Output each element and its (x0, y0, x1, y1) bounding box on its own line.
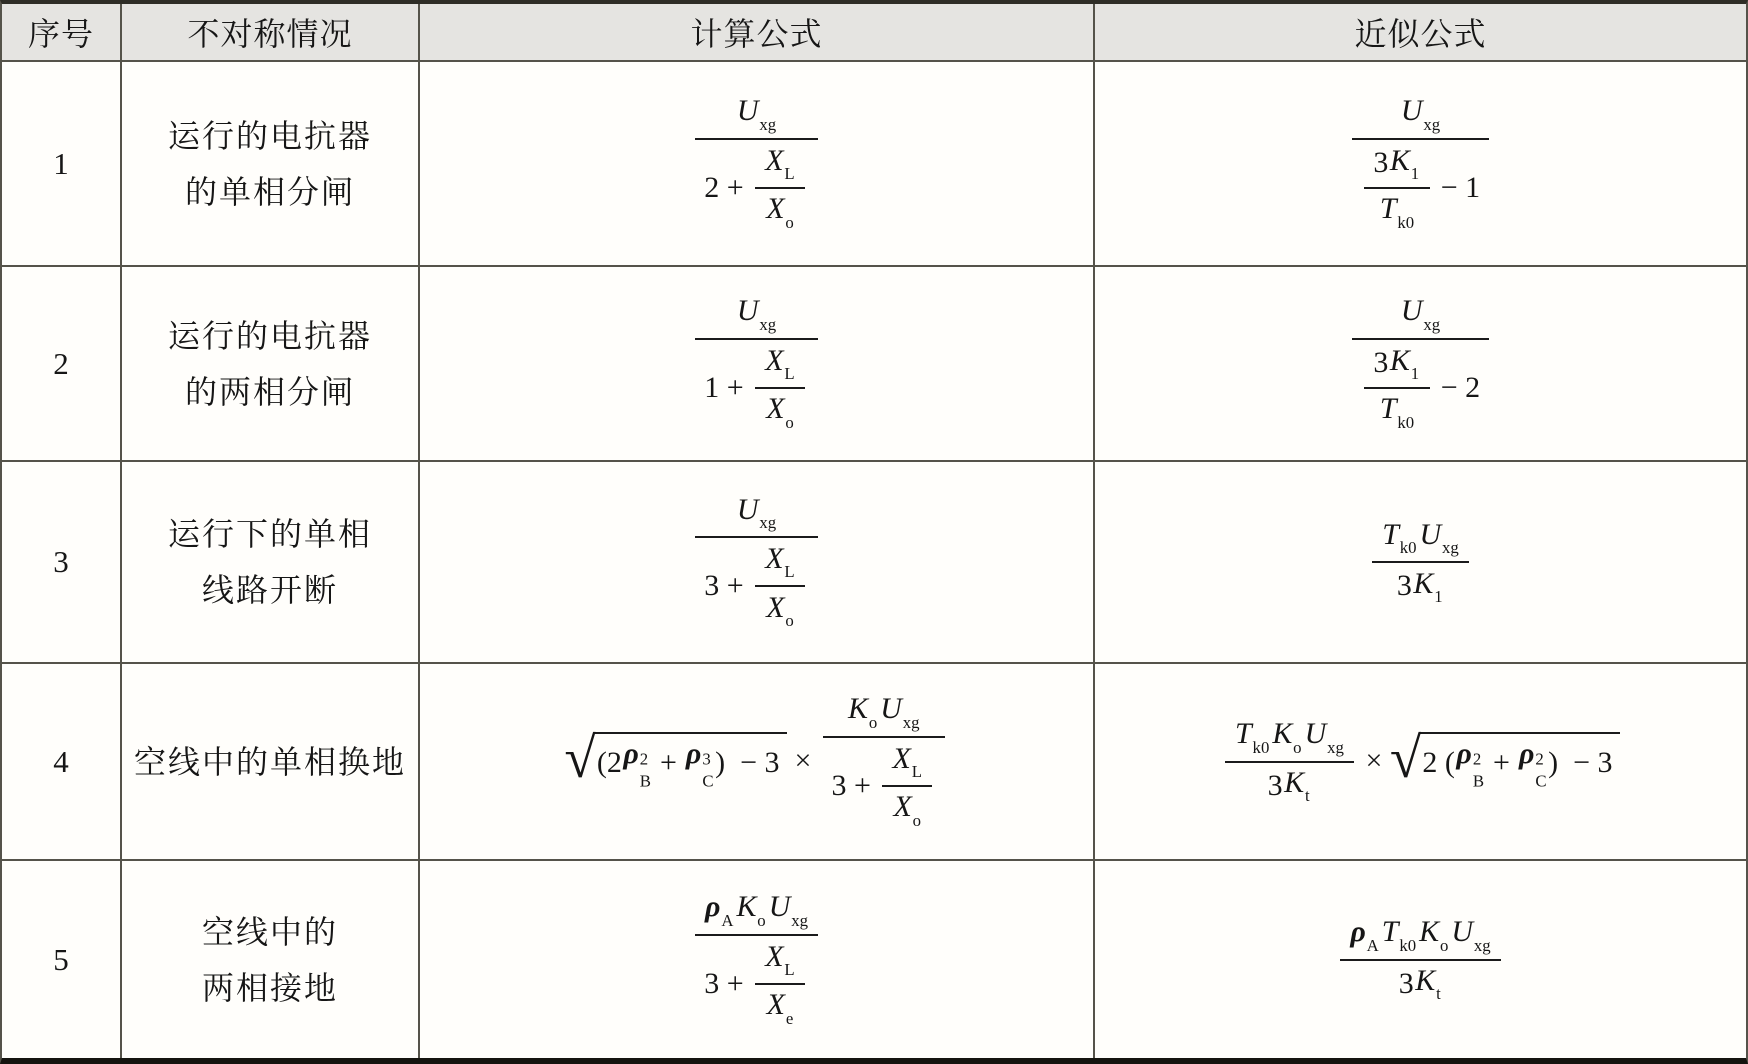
situation-cell (122, 462, 420, 664)
situation-text (168, 308, 372, 420)
formula: $U_{xg}$ 3 $K_1$ $T_{k0}$ − 2 (1352, 294, 1489, 433)
header-cell-situation: 不对称情况 (122, 4, 420, 62)
approx-formula-cell (1095, 62, 1746, 267)
header-cell-index: 序号 (2, 4, 122, 62)
situation-line: 运行的电抗器 (167, 117, 372, 154)
situation-line: 的单相分闸 (184, 173, 355, 210)
row-index: 1 (2, 62, 122, 267)
row-index: 4 (2, 664, 122, 861)
header-cell-approx-formula: 近似公式 (1095, 4, 1746, 62)
fraction: $\frac{X_L}{X_o}$ (755, 143, 805, 232)
situation-cell (122, 664, 420, 861)
calc-formula-cell (420, 62, 1095, 267)
square-root: √ 2 ( ρ 2 B + ρ 2 C ) − 3 (1390, 732, 1620, 790)
situation-line: 运行的电抗器 (167, 317, 372, 354)
fraction: $K_o$ $U_{xg}$ 3 + $\frac{X_L}{X_o}$ (823, 692, 946, 831)
situation-text (134, 734, 406, 790)
situation-cell (122, 62, 420, 267)
row-index: 5 (2, 861, 122, 1058)
situation-text (202, 904, 338, 1016)
situation-line: 线路开断 (201, 572, 338, 608)
calc-formula-cell (420, 267, 1095, 462)
formula: $U_{xg}$ 3 + $\frac{X_L}{X_o}$ (695, 492, 818, 631)
situation-cell (122, 861, 420, 1058)
header-cell-calc-formula: 计算公式 (420, 4, 1095, 62)
situation-cell (122, 267, 420, 462)
formula: $U_{xg}$ 2 + $\frac{X_L}{X_o}$ (695, 94, 818, 233)
situation-line: 运行下的单相 (167, 516, 372, 552)
formula: $T_{k0}$ $U_{xg}$ 3 $K_1$ (1372, 517, 1470, 606)
fraction: $\frac{X_L}{X_o}$ (882, 741, 932, 830)
row-index: 2 (2, 267, 122, 462)
situation-line: 空线中的单相换地 (133, 743, 406, 780)
calc-formula-cell (420, 861, 1095, 1058)
situation-line: 两相接地 (201, 969, 338, 1006)
radical-sign: √ (564, 726, 596, 790)
fraction: $T_{k0}$ $K_o$ $U_{xg}$ 3 $K_t$ (1225, 717, 1355, 806)
situation-text (168, 506, 372, 618)
situation-line: 空线中的 (201, 913, 338, 950)
formula: $U_{xg}$ 1 + $\frac{X_L}{X_o}$ (695, 294, 818, 433)
situation-line: 的两相分闸 (184, 373, 355, 410)
radical-sign: √ (1389, 726, 1422, 790)
formula: $\rho_A$ $T_{k0}$ $K_o$ $U_{xg}$ 3 $K_t$ (1340, 915, 1501, 1004)
formula: √ (2 ρ 2 B + ρ 3 C ) − 3 × $K_o$ $U_{xg}$ 3 + $\frac{X_L}{X_o}$ (564, 692, 948, 831)
situation-text (168, 108, 372, 220)
fraction: 3 $K_1$ $T_{k0}$ (1364, 343, 1429, 432)
fraction: $\frac{X_L}{X_o}$ (755, 542, 805, 631)
calc-formula-cell (420, 462, 1095, 664)
approx-formula-cell (1095, 267, 1746, 462)
formula: $T_{k0}$ $K_o$ $U_{xg}$ 3 $K_t$ × √ 2 ( ρ 2 B + ρ 2 C ) − 3 (1221, 717, 1620, 806)
calc-formula-cell (420, 664, 1095, 861)
row-index: 3 (2, 462, 122, 664)
approx-formula-cell (1095, 664, 1746, 861)
fraction: $\frac{X_L}{X_o}$ (755, 343, 805, 432)
fraction: $\frac{X_L}{X_e}$ (755, 939, 805, 1028)
formula: $U_{xg}$ 3 $K_1$ $T_{k0}$ − 1 (1352, 94, 1489, 233)
approx-formula-cell (1095, 861, 1746, 1058)
formula: $\rho_A$ $K_o$ $U_{xg}$ 3 + $\frac{X_L}{X_e}$ (695, 890, 819, 1029)
fraction: 3 $K_1$ $T_{k0}$ (1364, 143, 1429, 232)
approx-formula-cell (1095, 462, 1746, 664)
square-root: √ (2 ρ 2 B + ρ 3 C ) − 3 (564, 732, 787, 790)
